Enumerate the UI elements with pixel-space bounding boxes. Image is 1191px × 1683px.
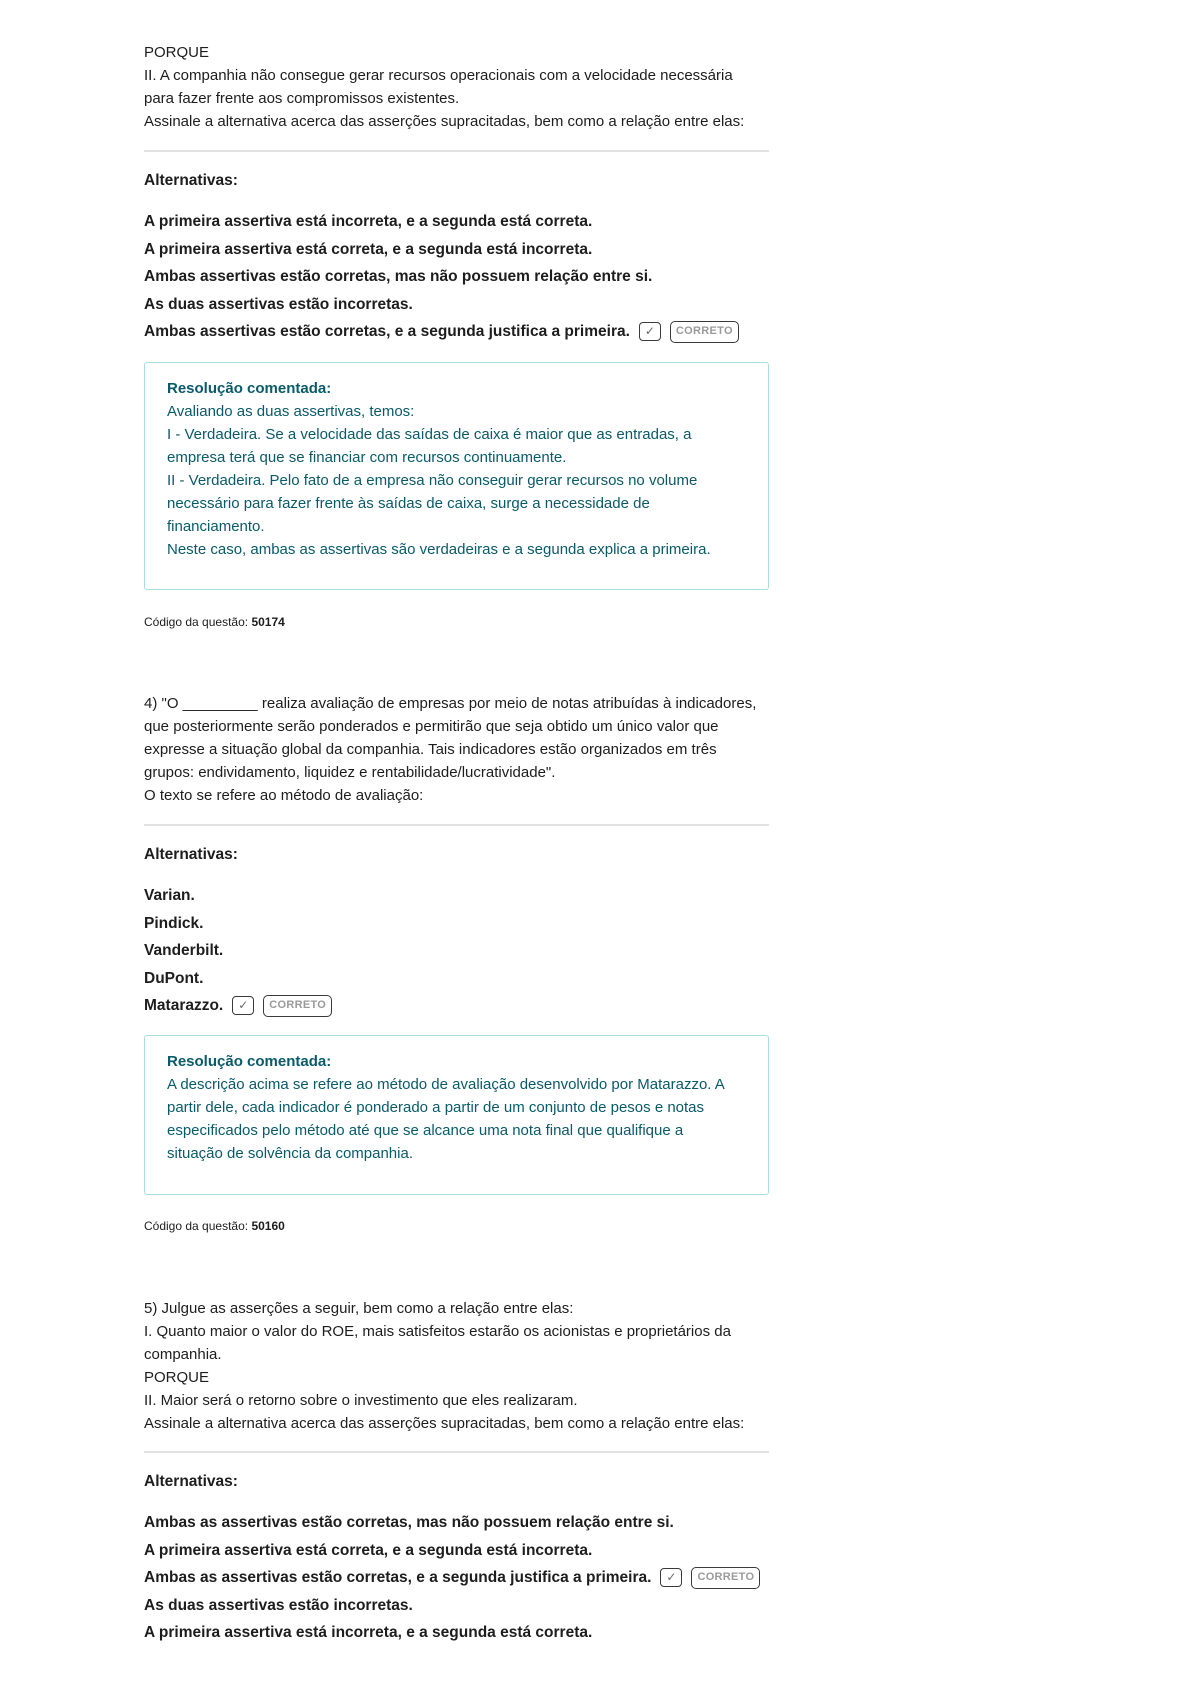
alternative-option-correct[interactable] (144, 1564, 769, 1592)
alternative-label: Pindick. (144, 914, 204, 932)
alternative-label: Matarazzo. (144, 997, 224, 1014)
alternative-label: A primeira assertiva está incorreta, e a segunda está correta. (144, 213, 593, 230)
resolution-line: II - Verdadeira. Pelo fato de a empresa não conseguir gerar recursos no volume (167, 472, 698, 489)
alternative-option[interactable] (144, 937, 769, 965)
resolution-box (144, 1035, 769, 1195)
alternative-label: DuPont. (144, 969, 204, 987)
question-code-value: 50160 (251, 1219, 285, 1233)
alternative-option[interactable] (144, 1592, 769, 1620)
alternative-label: A primeira assertiva está correta, e a segunda está incorreta. (144, 1541, 593, 1559)
alternative-option[interactable] (144, 236, 769, 264)
alternative-label: Varian. (144, 887, 195, 904)
alternative-option[interactable] (144, 1537, 769, 1565)
alternative-option[interactable] (144, 965, 769, 993)
alternative-option[interactable] (144, 1619, 769, 1647)
alternative-option[interactable] (144, 208, 769, 236)
correct-badge: CORRETO (691, 1567, 760, 1589)
resolution-title: Resolução comentada: (167, 380, 332, 397)
resolution-line: Neste caso, ambas as assertivas são verdadeiras e a segunda explica a primeira. (167, 541, 711, 558)
alternatives-list (144, 882, 769, 1020)
question-code-label: Código da questão: (144, 615, 249, 629)
resolution-title: Resolução comentada: (167, 1053, 332, 1070)
question-line: Assinale a alternativa acerca das asserções supracitadas, bem como a relação entre elas: (144, 113, 745, 130)
check-icon: ✓ (660, 1568, 682, 1587)
alternatives-title: Alternativas: (144, 846, 238, 863)
question-line: O texto se refere ao método de avaliação: (144, 787, 424, 804)
resolution-line: Avaliando as duas assertivas, temos: (167, 403, 415, 420)
alternative-label: A primeira assertiva está correta, e a segunda está incorreta. (144, 240, 593, 258)
alternative-label: As duas assertivas estão incorretas. (144, 1596, 413, 1614)
resolution-line: especificados pelo método até que se alcance uma nota final que qualifique a (167, 1122, 684, 1139)
question-line: II. Maior será o retorno sobre o investimento que eles realizaram. (144, 1392, 578, 1409)
question-line: II. A companhia não consegue gerar recursos operacionais com a velocidade necessária (144, 67, 733, 84)
alternative-label: As duas assertivas estão incorretas. (144, 295, 413, 313)
question-code-value: 50174 (251, 615, 285, 629)
alternative-option-correct[interactable] (144, 318, 769, 346)
question-4-text (144, 692, 769, 807)
alternatives-list (144, 1509, 769, 1647)
divider (144, 150, 769, 152)
divider (144, 1451, 769, 1453)
question-code (144, 615, 769, 629)
question-5-text (144, 1297, 769, 1435)
alternative-label: Ambas assertivas estão corretas, mas não possuem relação entre si. (144, 268, 653, 285)
question-line: que posteriormente serão ponderados e permitirão que seja obtido um único valor que (144, 718, 719, 735)
question-3-text (144, 41, 769, 133)
alternative-option[interactable] (144, 291, 769, 319)
question-line: PORQUE (144, 1369, 210, 1386)
resolution-line: financiamento. (167, 518, 265, 535)
resolution-line: empresa terá que se financiar com recursos continuamente. (167, 449, 567, 466)
resolution-line: A descrição acima se refere ao método de avaliação desenvolvido por Matarazzo. A (167, 1076, 725, 1093)
divider (144, 824, 769, 826)
alternative-option[interactable] (144, 882, 769, 910)
resolution-box (144, 362, 769, 590)
alternative-label: Ambas as assertivas estão corretas, mas não possuem relação entre si. (144, 1514, 674, 1531)
correct-badge: CORRETO (670, 321, 739, 343)
alternatives-title: Alternativas: (144, 1473, 238, 1490)
resolution-line: situação de solvência da companhia. (167, 1145, 413, 1162)
question-line: para fazer frente aos compromissos existentes. (144, 90, 460, 107)
resolution-line: I - Verdadeira. Se a velocidade das saídas de caixa é maior que as entradas, a (167, 426, 692, 443)
question-line: PORQUE (144, 44, 210, 61)
alternative-label: A primeira assertiva está incorreta, e a segunda está correta. (144, 1624, 593, 1641)
question-line: 5) Julgue as asserções a seguir, bem como a relação entre elas: (144, 1300, 574, 1317)
question-line: I. Quanto maior o valor do ROE, mais satisfeitos estarão os acionistas e proprietários da (144, 1323, 731, 1340)
resolution-line: necessário para fazer frente às saídas de caixa, surge a necessidade de (167, 495, 650, 512)
check-icon: ✓ (639, 322, 661, 341)
question-line: 4) "O _________ realiza avaliação de empresas por meio de notas atribuídas à indicadores, (144, 695, 757, 712)
alternatives-list (144, 208, 769, 346)
question-code-label: Código da questão: (144, 1219, 249, 1233)
alternative-option[interactable] (144, 263, 769, 291)
alternatives-title: Alternativas: (144, 172, 238, 189)
alternative-label: Ambas assertivas estão corretas, e a segunda justifica a primeira. (144, 323, 630, 340)
correct-badge: CORRETO (263, 995, 332, 1017)
question-line: expresse a situação global da companhia. Tais indicadores estão organizados em três (144, 741, 717, 758)
question-line: companhia. (144, 1346, 222, 1363)
alternative-option[interactable] (144, 1509, 769, 1537)
alternative-label: Vanderbilt. (144, 942, 224, 959)
check-icon: ✓ (232, 996, 254, 1015)
alternative-option[interactable] (144, 910, 769, 938)
alternative-label: Ambas as assertivas estão corretas, e a segunda justifica a primeira. (144, 1569, 652, 1586)
resolution-line: partir dele, cada indicador é ponderado a partir de um conjunto de pesos e notas (167, 1099, 705, 1116)
alternative-option-correct[interactable] (144, 992, 769, 1020)
question-code (144, 1219, 769, 1233)
question-line: grupos: endividamento, liquidez e rentabilidade/lucratividade". (144, 764, 556, 781)
question-line: Assinale a alternativa acerca das asserções supracitadas, bem como a relação entre elas: (144, 1415, 745, 1432)
